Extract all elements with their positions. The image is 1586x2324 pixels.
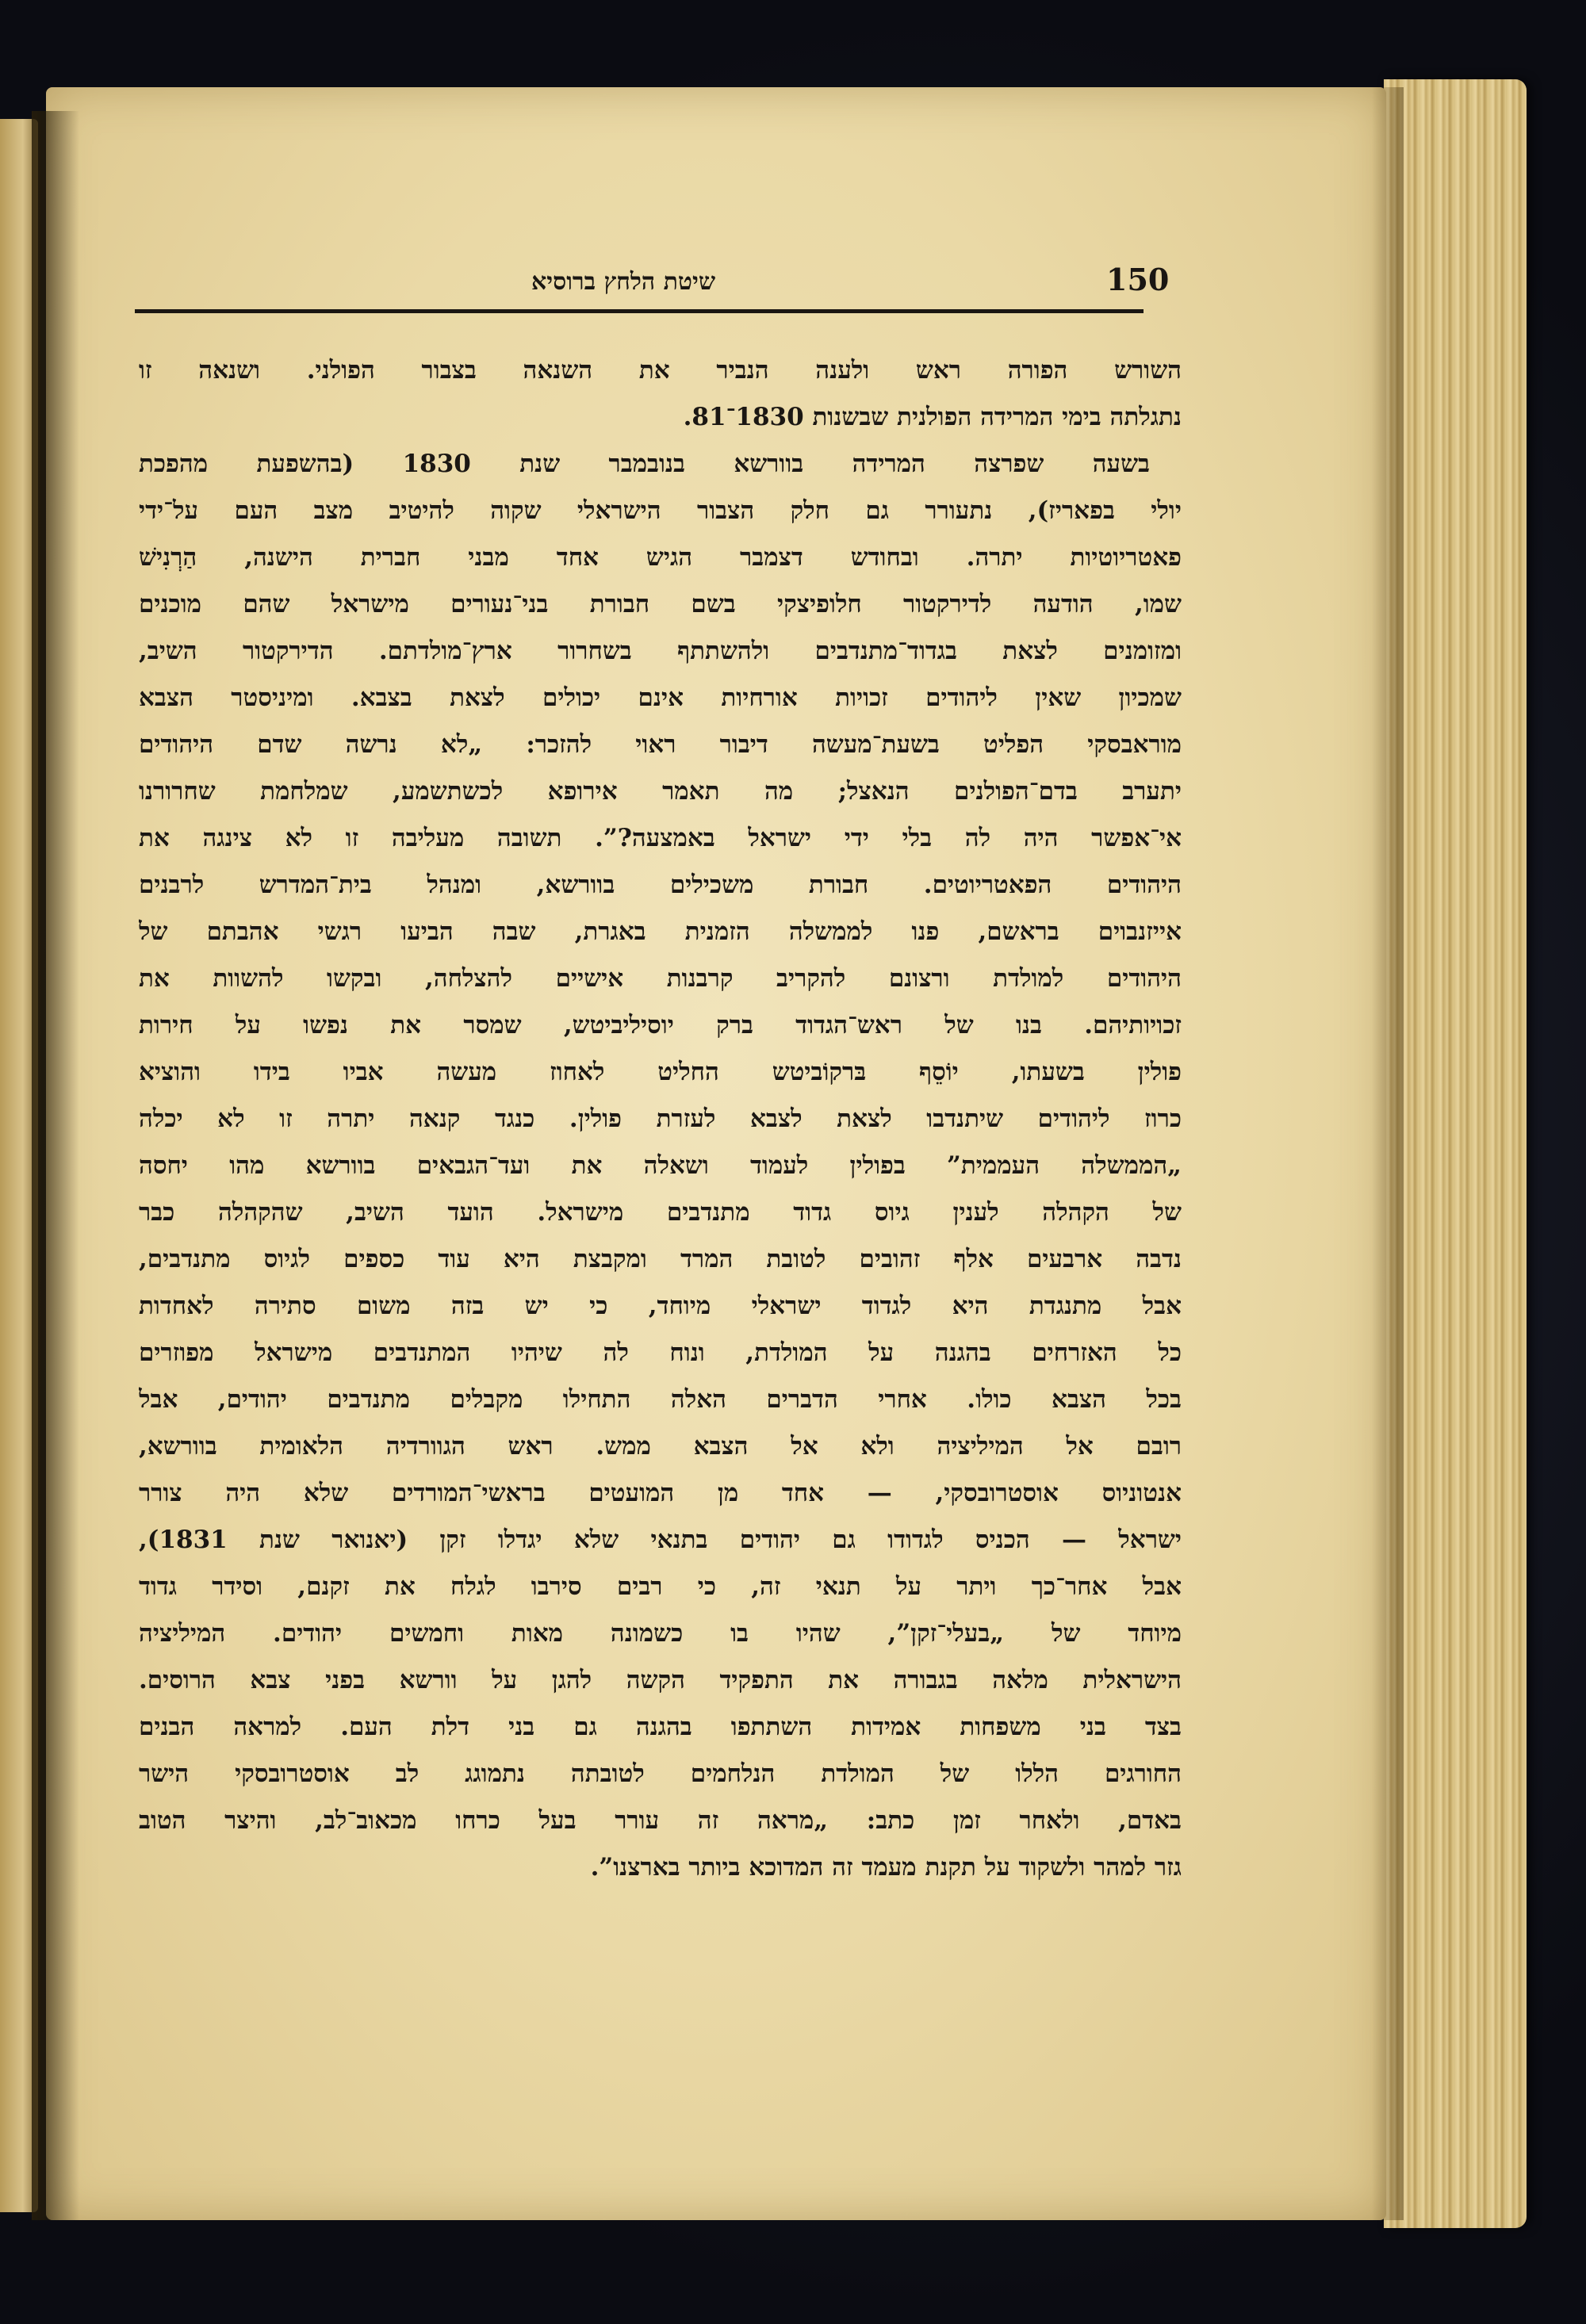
text-line: אייזנבוים בראשם, פנו לממשלה הזמנית באגרת, שבה הביעו רגשי אהבתם של	[139, 917, 1182, 946]
text-line: רובם אל המיליציה ולא אל הצבא ממש. ראש הגוורדיה הלאומית בוורשא,	[139, 1432, 1182, 1461]
text-line: בשעה שפרצה המרידה בוורשא בנובמבר שנת 1830 (בהשפעת מהפכת	[139, 450, 1150, 478]
text-line: הישראלית מלאה בגבורה את התפקיד הקשה להגן על וורשא בפני צבא הרוסים.	[139, 1666, 1182, 1694]
text-line: באדם, ולאחר זמן כתב: „מראה זה עורר בעל כרחו מכאוב־לב, והיצר הטוב	[139, 1806, 1182, 1835]
text-line: נדבה ארבעים אלף זהובים לטובת המרד ומקבצת היא עוד כספים לגיוס מתנדבים,	[139, 1245, 1182, 1273]
text-line: היהודים הפאטריוטים. חבורת משכילים בוורשא, ומנהל בית־המדרש לרבנים	[139, 871, 1182, 899]
text-line: אבל אחר־כך ויתר על תנאי זה, כי רבים סירבו לגלח את זקנם, וסידר גדוד	[139, 1572, 1182, 1601]
body-text	[139, 347, 1182, 1891]
text-line: אבל מתנגדת היא לגדוד ישראלי מיוחד, כי יש בזה משום סתירה לאחדות	[139, 1292, 1182, 1320]
text-line: השורש הפורה ראש ולענה הנביר את השנאה בצבור הפולני. ושנאה זו	[139, 356, 1182, 385]
header-rule	[135, 309, 1144, 313]
text-line: נתגלתה בימי המרידה הפולנית שבשנות 1830־81.	[683, 403, 1182, 431]
running-head	[135, 262, 1170, 309]
text-line: ישראל — הכניס לגדודו גם יהודים בתנאי שלא יגדלו זקן (יאנואר שנת 1831),	[139, 1526, 1182, 1554]
text-line: היהודים למולדת ורצונם להקריב קרבנות אישיים להצלחה, ובקשו להשוות את	[139, 964, 1182, 993]
text-line: בצד בני משפחות אמידות השתתפו בהגנה גם בני דלת העם. למראה הבנים	[139, 1713, 1182, 1741]
text-line: אי־אפשר היה לה בלי ידי ישראל באמצעה?”. תשובה מעליבה זו לא צינגה את	[139, 824, 1182, 852]
text-line: כל האזרחים בהגנה על המולדת, ונוח לה שיהיו המתנדבים מישראל מפוזרים	[139, 1338, 1182, 1367]
gutter-shadow	[32, 111, 79, 2220]
page-stack-edges	[1384, 79, 1527, 2228]
text-line: של הקהלה לענין גיוס גדוד מתנדבים מישראל. הועד השיב, שהקהלה כבר	[139, 1198, 1182, 1227]
text-line: שמו, הודעה לדירקטור חלופיצקי בשם חבורת בני־נעורים מישראל שהם מוכנים	[139, 590, 1182, 618]
text-line: „הממשלה העממית” בפולין לעמוד ושאלה את ועד־הגבאים בוורשא מהו יחסה	[139, 1151, 1182, 1180]
text-line: בכל הצבא כולו. אחרי הדברים האלה התחילו מקבלים מתנדבים יהודים, אבל	[139, 1385, 1182, 1414]
text-line: החורגים הללו של המולדת הנלחמים לטובתה נתמוגג לב אוסטרובסקי הישר	[139, 1759, 1182, 1788]
text-line: פאטריוטיות יתרה. ובחודש דצמבר הגיש אחד מבני חברית הישנה, הַרְנִישׁ	[139, 543, 1182, 572]
text-line: ומזומנים לצאת בגדוד־מתנדבים ולהשתתף בשחרור ארץ־מולדתם. הדירקטור השיב,	[139, 637, 1182, 665]
text-line: גזר למהר ולשקוד על תקנת מעמד זה המדוכא ביותר בארצנו”.	[590, 1853, 1182, 1882]
text-line: כרוז ליהודים שיתנדבו לצאת לצבא לעזרת פולין. כנגד קנאה יתרה זו לא יכלה	[139, 1105, 1182, 1133]
text-line: פולין בשעתו, יוֹסֵף בּרקוֹביטש החליט לאחוז מעשה אביו בידו והוציא	[139, 1058, 1182, 1086]
page-edge-shadow	[1372, 87, 1404, 2220]
text-line: מיוחד של „בעלי־זקן”, שהיו בו כשמונה מאות וחמשים יהודים. המיליציה	[139, 1619, 1182, 1648]
page-number: 150	[1106, 262, 1170, 297]
running-title: שיטת הלחץ ברוסיא	[531, 268, 716, 296]
text-line: אנטוניוס אוסטרובסקי, — אחד מן המועטים בראשי־המורדים שלא היה צורר	[139, 1479, 1182, 1507]
text-line: שמכיון שאין ליהודים זכויות אורחיות אינם יכולים לצאת בצבא. ומיניסטר הצבא	[139, 683, 1182, 712]
text-line: זכויותיהם. בנו של ראש־הגדוד ברק יוסיליביטש, שמסר את נפשו על חירות	[139, 1011, 1182, 1039]
text-line: יולי בפאריז), נתעורר גם חלק הצבור הישראלי שקוה להיטיב מצב העם על־ידי	[139, 496, 1182, 525]
text-line: יתערב בדם־הפולנים הנאצל; מה תאמר אירופא לכשתשמע, שמלחמת שחרורנו	[139, 777, 1182, 806]
text-line: מוראבסקי הפליט בשעת־מעשה דיבור ראוי להזכר: „לא נרשה שדם היהודים	[139, 730, 1182, 759]
